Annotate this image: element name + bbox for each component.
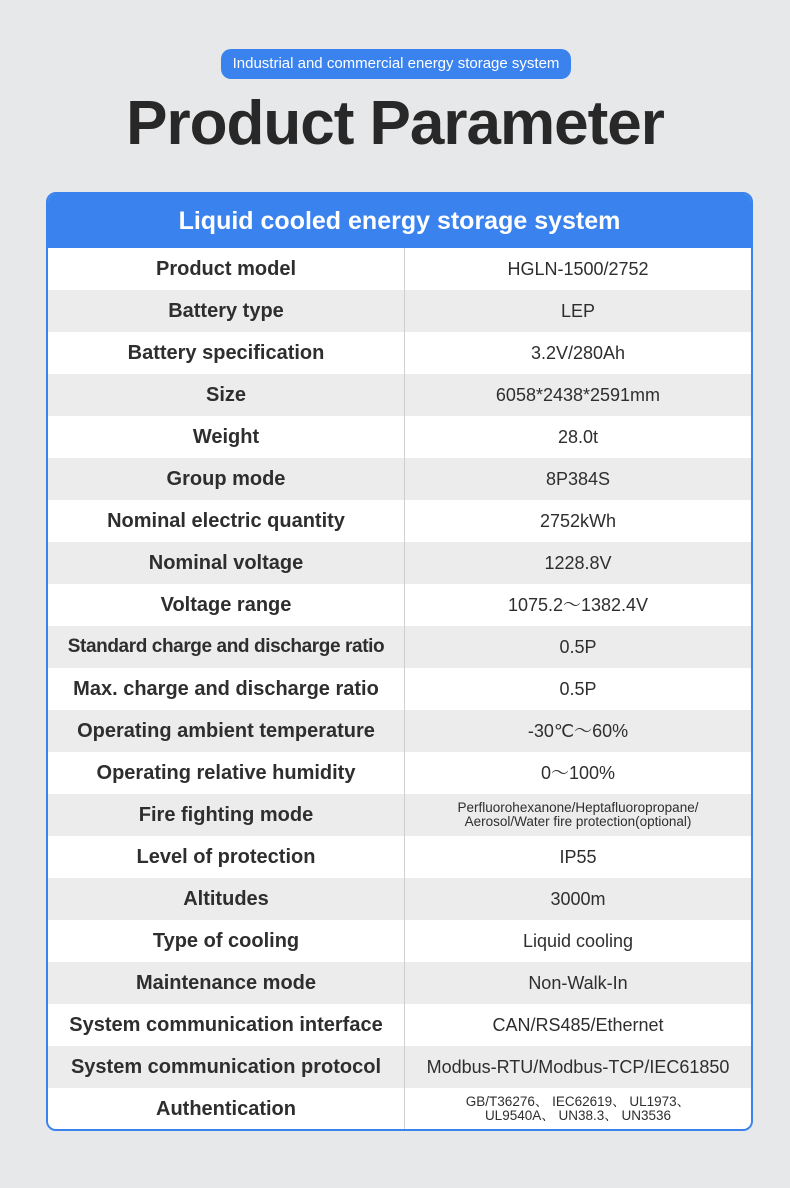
param-label: Standard charge and discharge ratio bbox=[48, 626, 405, 668]
param-value: 2752kWh bbox=[539, 510, 617, 531]
table-row bbox=[48, 962, 751, 1004]
param-value: 0～100% bbox=[540, 762, 616, 783]
table-row bbox=[48, 1004, 751, 1046]
param-value: 6058*2438*2591mm bbox=[495, 384, 661, 405]
param-value: Non-Walk-In bbox=[528, 972, 628, 993]
param-label: Nominal electric quantity bbox=[48, 500, 405, 542]
table-row bbox=[48, 458, 751, 500]
table-row bbox=[48, 920, 751, 962]
param-value: GB/T36276、 IEC62619、 UL1973、 UL9540A、 UN38.3、 UN3536 bbox=[465, 1093, 691, 1123]
table-row bbox=[48, 836, 751, 878]
table-row bbox=[48, 500, 751, 542]
param-label: Altitudes bbox=[48, 878, 405, 920]
param-label: Level of protection bbox=[48, 836, 405, 878]
param-value: 1228.8V bbox=[544, 552, 612, 573]
param-value: LEP bbox=[560, 300, 596, 321]
param-value: CAN/RS485/Ethernet bbox=[492, 1014, 664, 1035]
table-row bbox=[48, 248, 751, 290]
param-label: Operating ambient temperature bbox=[48, 710, 405, 752]
table-row bbox=[48, 416, 751, 458]
param-label: Type of cooling bbox=[48, 920, 405, 962]
param-label: Group mode bbox=[48, 458, 405, 500]
table-row bbox=[48, 374, 751, 416]
param-label: System communication protocol bbox=[48, 1046, 405, 1088]
param-label: Weight bbox=[48, 416, 405, 458]
table-row bbox=[48, 1046, 751, 1088]
param-label: Maintenance mode bbox=[48, 962, 405, 1004]
param-label: Product model bbox=[48, 248, 405, 290]
param-label: Fire fighting mode bbox=[48, 794, 405, 836]
param-label: Voltage range bbox=[48, 584, 405, 626]
spec-table bbox=[46, 192, 753, 1131]
category-tagline-badge: Industrial and commercial energy storage system bbox=[221, 49, 571, 79]
param-value: 28.0t bbox=[557, 426, 599, 447]
param-value: -30℃～60% bbox=[527, 720, 629, 741]
param-label: Size bbox=[48, 374, 405, 416]
param-label: Nominal voltage bbox=[48, 542, 405, 584]
param-value: HGLN-1500/2752 bbox=[507, 258, 649, 279]
param-value: 3000m bbox=[550, 888, 606, 909]
param-value: IP55 bbox=[559, 846, 597, 867]
param-value: 8P384S bbox=[545, 468, 611, 489]
param-label: Authentication bbox=[48, 1088, 405, 1130]
table-row bbox=[48, 1088, 751, 1130]
param-label: System communication interface bbox=[48, 1004, 405, 1046]
table-row bbox=[48, 584, 751, 626]
table-row bbox=[48, 794, 751, 836]
table-row bbox=[48, 542, 751, 584]
param-value: 1075.2～1382.4V bbox=[507, 594, 649, 615]
param-value: Liquid cooling bbox=[522, 930, 634, 951]
param-value: 0.5P bbox=[559, 678, 597, 699]
param-label: Battery specification bbox=[48, 332, 405, 374]
param-value: Perfluorohexanone/Heptafluoropropane/ Aerosol/Water fire protection(optional) bbox=[457, 799, 699, 829]
table-row bbox=[48, 878, 751, 920]
param-value: 3.2V/280Ah bbox=[530, 342, 626, 363]
table-row bbox=[48, 626, 751, 668]
table-row bbox=[48, 668, 751, 710]
table-row bbox=[48, 290, 751, 332]
table-header: Liquid cooled energy storage system bbox=[48, 194, 751, 248]
param-label: Max. charge and discharge ratio bbox=[48, 668, 405, 710]
param-label: Battery type bbox=[48, 290, 405, 332]
table-row bbox=[48, 752, 751, 794]
param-label: Operating relative humidity bbox=[48, 752, 405, 794]
param-value: 0.5P bbox=[559, 636, 597, 657]
param-value: Modbus-RTU/Modbus-TCP/IEC61850 bbox=[426, 1056, 730, 1077]
table-row bbox=[48, 710, 751, 752]
page-title: Product Parameter bbox=[126, 89, 664, 158]
table-row bbox=[48, 332, 751, 374]
